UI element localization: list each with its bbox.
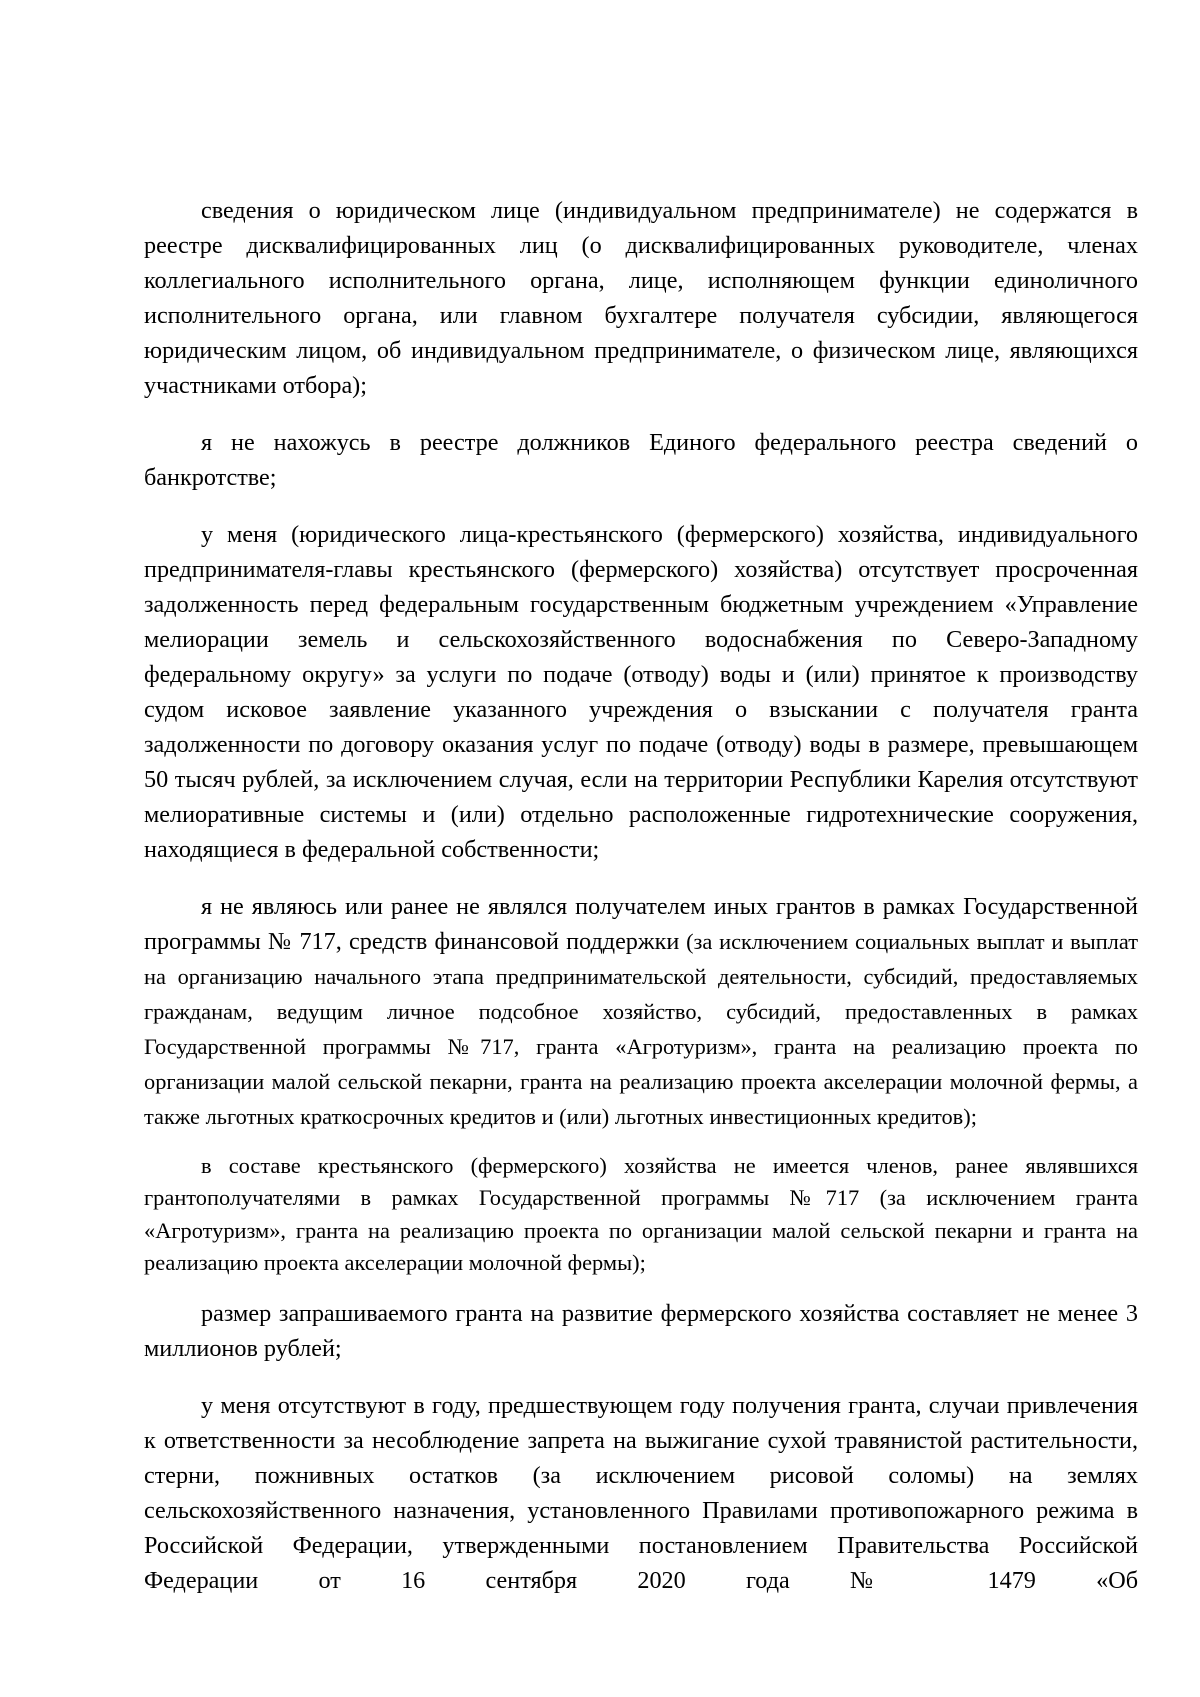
paragraph-previous-grants [144,889,1138,1134]
paragraph-bankruptcy-registry: я не нахожусь в реестре должников Единого федерального реестра сведений о банкротстве; [144,429,1138,491]
paragraph-grant-size: размер запрашиваемого гранта на развитие фермерского хозяйства составляет не менее 3 миллионов рублей; [144,1299,1138,1362]
paragraph-previous-grants-main: я не являюсь или ранее не являлся получателем иных грантов в рамках Государственной программы № 717, средств финансовой поддержки [144,893,1138,955]
paragraph-disqualified-registry: сведения о юридическом лице (индивидуальном предпринимателе) не содержатся в реестре дисквалифицированных лиц (о дисквалифицированных руководителе, членах коллегиального исполнительного органа, лице, исполняющем функции единоличного исполнительного органа, или главном бухгалтере получателя субсидии, являющегося юридическим лицом, об индивидуальном предпринимателе, о физическом лице, являющихся участниками отбора); [144,197,1138,399]
document-body [144,193,1138,1598]
paragraph-burning-violations: у меня отсутствуют в году, предшествующем году получения гранта, случаи привлечения к ответственности за несоблюдение запрета на выжигание сухой травянистой растительности, стерни, пожнивных остатков (за исключением рисовой соломы) на землях сельскохозяйственного назначения, установленного Правилами противопожарного режима в Российской Федерации, утвержденными постановлением Правительства Российской Федерации от 16 сентября 2020 года № 1479 «Об [144,1391,1138,1594]
paragraph-water-debt: у меня (юридического лица-крестьянского (фермерского) хозяйства, индивидуального предпринимателя-главы крестьянского (фермерского) хозяйства) отсутствует просроченная задолженность перед федеральным государственным бюджетным учреждением «Управление мелиорации земель и сельскохозяйственного водоснабжения по Северо-Западному федеральному округу» за услуги по подаче (отводу) воды и (или) принятое к производству судом исковое заявление указанного учреждения о взыскании с получателя гранта задолженности по договору оказания услуг по подаче (отводу) воды в размере, превышающем 50 тысяч рублей, за исключением случая, если на территории Республики Карелия отсутствуют мелиоративные системы и (или) отдельно расположенные гидротехнические сооружения, находящиеся в федеральной собственности; [144,521,1138,863]
paragraph-farm-members: в составе крестьянского (фермерского) хозяйства не имеется членов, ранее являвшихся грантополучателями в рамках Государственной программы №717 (за исключением гранта «Агротуризм», гранта на реализацию проекта по организации малой сельской пекарни и гранта на реализацию проекта акселерации молочной фермы); [144,1153,1138,1276]
paragraph-previous-grants-exceptions: (за исключением социальных выплат и выплат на организацию начального этапа предпринимательской деятельности, субсидий, предоставляемых гражданам, ведущим личное подсобное хозяйство, субсидий, предоставленных в рамках Государственной программы №717, гранта «Агротуризм», гранта на реализацию проекта по организации малой сельской пекарни, гранта на реализацию проекта акселерации молочной фермы, а также льготных краткосрочных кредитов и (или) льготных инвестиционных кредитов); [144,929,1138,1129]
